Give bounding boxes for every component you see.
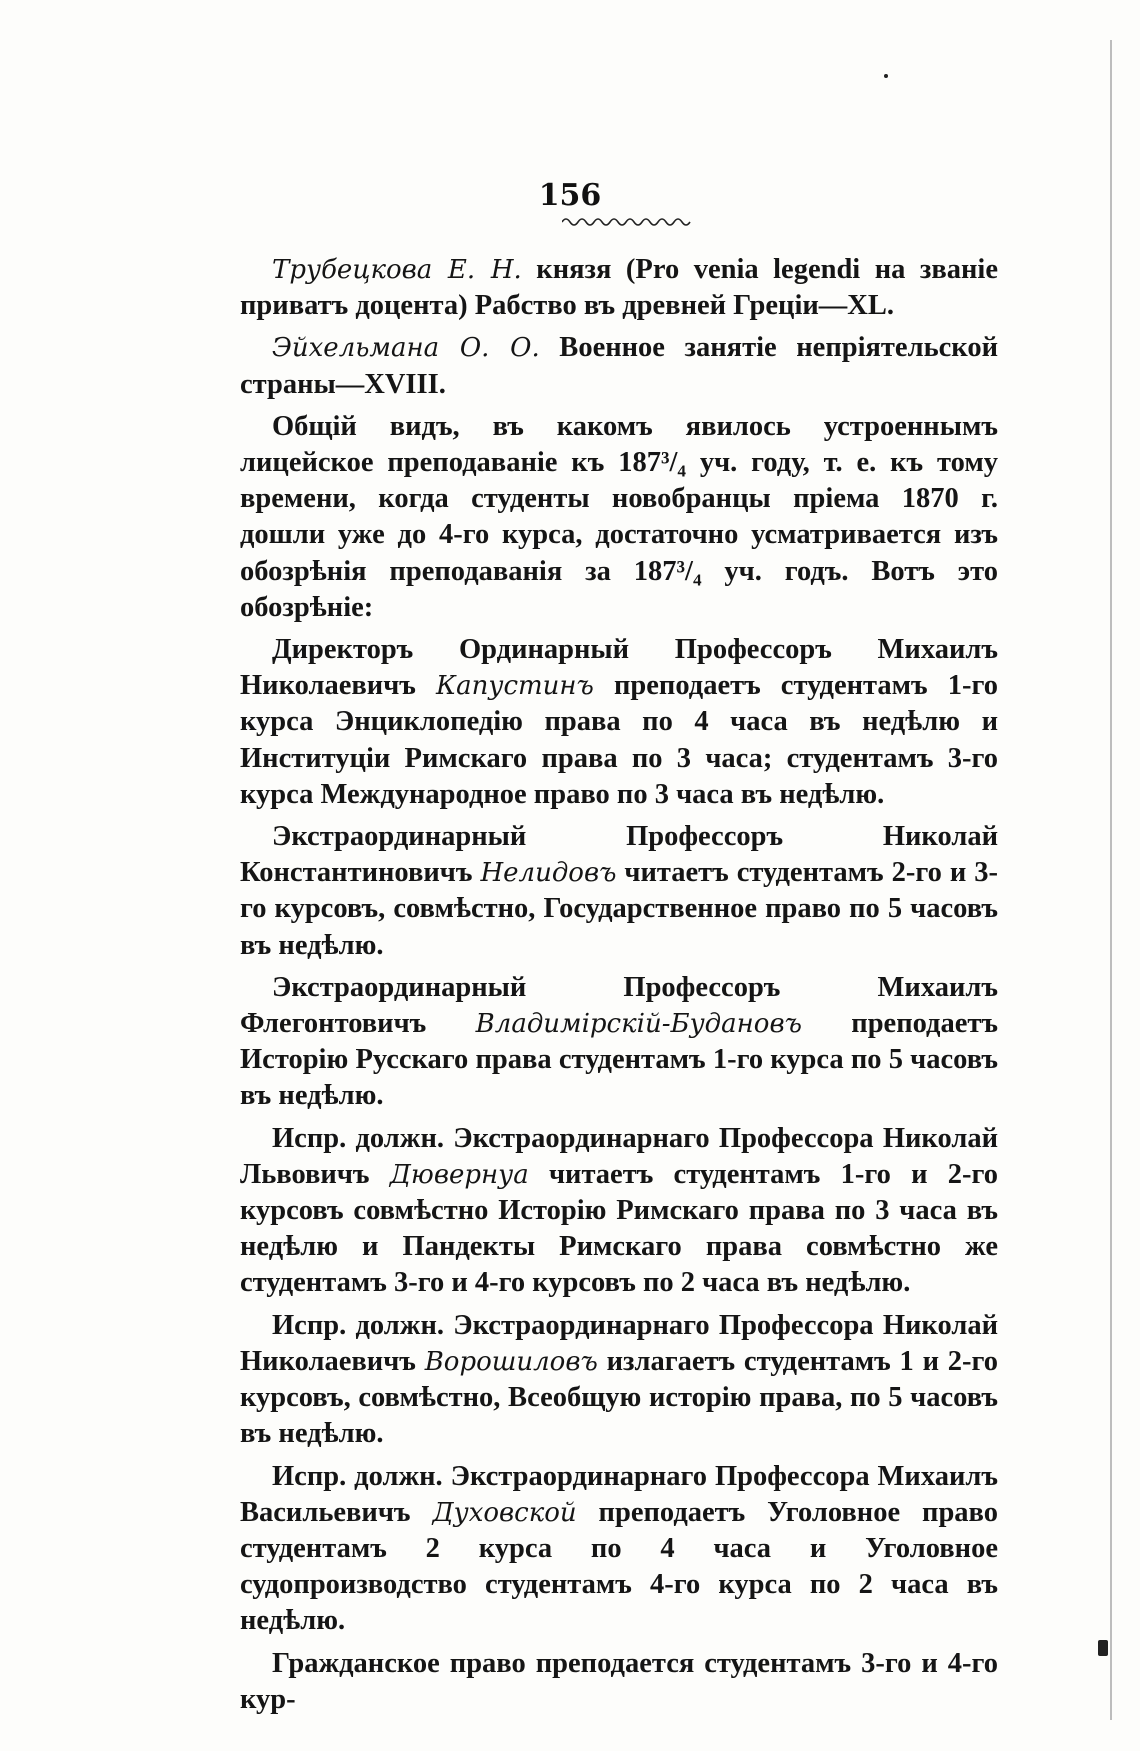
entry-text: Военное занятіе непріятельской страны—XVIII. (240, 332, 999, 400)
professor-name: Ворошиловъ (424, 1346, 598, 1377)
paragraph-text: Испр. должн. Экстраординарнаго Профессора Николай Львовичъ (240, 1122, 998, 1190)
professor-name: Духовской (432, 1497, 577, 1528)
entry-text: князя (Pro venia legendi на званіе приватъ доцента) Рабство въ древней Греціи—XL. (240, 254, 998, 322)
intro-paragraph: Общій видъ, въ какомъ явилось устроеннымъ лицейское преподаваніе къ 187³/₄ уч. году, т. е. къ тому времени, когда студенты новобранцы пріема 1870 г. дошли уже до 4-го курса, достаточно усматривается изъ обозрѣнія преподаванія за 187³/₄ уч. годъ. Вотъ это обозрѣніе: (240, 410, 998, 623)
entry-paragraph (240, 252, 998, 324)
professor-paragraph (240, 1459, 998, 1640)
professor-paragraph (240, 970, 998, 1115)
paragraph-text: Испр. должн. Экстраординарнаго Профессора Николай Николаевичъ (240, 1309, 998, 1377)
paragraph-text: Директоръ Ординарный Профессоръ Михаилъ Николаевичъ (240, 634, 998, 702)
page-body (240, 252, 998, 1724)
page-number-ornament (562, 216, 692, 228)
author-name: Эйхельмана О. О. (272, 333, 540, 364)
professor-name: Дювернуа (389, 1159, 529, 1190)
paragraph-text: преподаетъ Исторію Русскаго права студентамъ 1-го курса по 5 часовъ въ недѣлю. (240, 1008, 998, 1112)
paragraph-text: Экстраординарный Профессоръ Николай Константиновичъ (240, 821, 998, 889)
professor-paragraph (240, 819, 998, 964)
professor-name: Капустинъ (436, 671, 594, 702)
print-speck (1098, 1640, 1108, 1656)
paragraph-text: читаетъ студентамъ 2-го и 3-го курсовъ, совмѣстно, Государственное право по 5 часовъ въ недѣлю. (240, 857, 998, 961)
professor-name: Нелидовъ (480, 858, 617, 889)
paragraph-text: излагаетъ студентамъ 1 и 2-го курсовъ, совмѣстно, Всеобщую исторію права, по 5 часовъ въ недѣлю. (240, 1345, 998, 1450)
entry-paragraph (240, 330, 998, 402)
paragraph-text: Экстраординарный Профессоръ Михаилъ Флегонтовичъ (240, 971, 998, 1040)
professor-name: Владимірскій-Будановъ (475, 1009, 802, 1040)
page-edge-shadow (1110, 40, 1112, 1720)
paragraph-text: преподаетъ Уголовное право студентамъ 2 курса по 4 часа и Уголовное судопроизводство студентамъ 4-го курса по 2 часа въ недѣлю. (240, 1496, 998, 1637)
professor-paragraph (240, 1308, 998, 1453)
print-speck (884, 74, 888, 78)
closing-paragraph: Гражданское право преподается студентамъ 3-го и 4-го кур- (240, 1647, 998, 1715)
professor-paragraph (240, 1121, 998, 1302)
professor-paragraph (240, 632, 998, 813)
paragraph-text: Испр. должн. Экстраординарнаго Профессора Михаилъ Васильевичъ (240, 1460, 998, 1528)
paragraph-text: читаетъ студентамъ 1-го и 2-го курсовъ совмѣстно Исторію Римскаго права по 3 часа въ недѣлю и Пандекты Римскаго права совмѣстно же студентамъ 3-го и 4-го курсовъ по 2 часа въ недѣлю. (240, 1158, 998, 1299)
author-name: Трубецкова Е. Н. (272, 255, 522, 285)
page-number: 156 (538, 178, 602, 213)
paragraph-text: преподаетъ студентамъ 1-го курса Энциклопедію права по 4 часа въ недѣлю и Институціи Римскаго права по 3 часа; студентамъ 3-го курса Международное право по 3 часа въ недѣлю. (240, 670, 998, 810)
